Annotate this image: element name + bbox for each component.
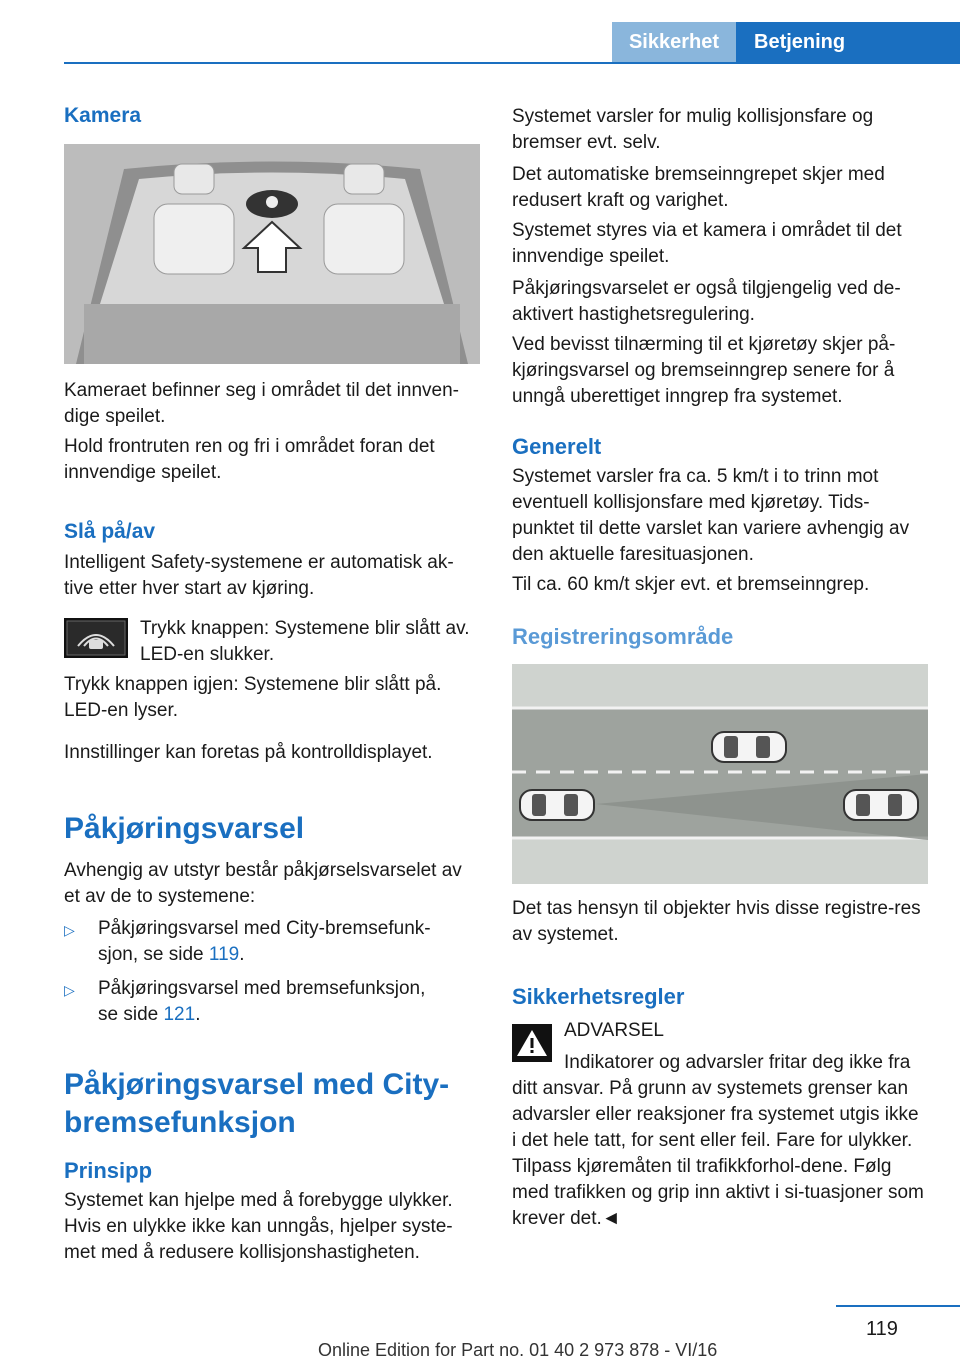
edition-footer: Online Edition for Part no. 01 40 2 973 878 - VI/16 <box>318 1340 718 1360</box>
bullet-list <box>64 916 478 1036</box>
camera-heading: Kamera <box>64 104 142 127</box>
right-paragraph-2: Det automatiske bremseinngrepet skjer med redusert kraft og varighet. <box>512 164 885 211</box>
camera-paragraph-2: Hold frontruten ren og fri i området foran det innvendige speilet. <box>64 436 435 483</box>
page-link-121[interactable]: 121 <box>163 1004 196 1025</box>
footer-rule <box>836 1305 960 1307</box>
onoff-paragraph-3: Innstillinger kan foretas på kontrolldisplayet. <box>64 742 433 763</box>
bullet-triangle-icon: ▷ <box>64 922 75 938</box>
page-number: 119 <box>866 1318 898 1340</box>
header-chapter-tab <box>736 22 960 62</box>
warning-paragraph-1: Avhengig av utstyr består påkjørselsvarselet av et av de to systemene: <box>64 860 462 907</box>
general-heading: Generelt <box>512 434 602 459</box>
general-paragraph-2: Til ca. 60 km/t skjer evt. et bremseinngrep. <box>512 574 870 595</box>
onoff-paragraph-2: Trykk knappen igjen: Systemene blir slått på. LED-en lyser. <box>64 674 442 721</box>
detection-range-illustration <box>512 664 928 884</box>
camera-paragraph-1: Kameraet befinner seg i området til det innven-dige speilet. <box>64 380 459 427</box>
warning-heading: Påkjøringsvarsel <box>64 812 305 845</box>
list-item-text <box>98 976 448 1028</box>
safety-button-icon <box>64 618 128 658</box>
header-section-tab <box>612 22 736 62</box>
list-item <box>64 916 478 976</box>
list-item-label: Påkjøringsvarsel med City-bremsefunk-sjon, se side <box>98 918 431 965</box>
camera-illustration <box>64 144 480 364</box>
list-item <box>64 976 478 1036</box>
list-item-end: . <box>239 944 245 965</box>
header-rule <box>64 62 960 64</box>
safety-heading: Sikkerhetsregler <box>512 984 685 1009</box>
page-link-119[interactable]: 119 <box>208 944 240 965</box>
onoff-paragraph-1: Intelligent Safety-systemene er automatisk ak-tive etter hver start av kjøring. <box>64 552 454 599</box>
button-description: Trykk knappen: Systemene blir slått av. LED-en slukker. <box>140 618 470 665</box>
list-item-end: . <box>195 1004 201 1025</box>
bullet-triangle-icon: ▷ <box>64 982 75 998</box>
list-item-text <box>98 916 448 968</box>
city-heading: Påkjøringsvarsel med City-bremsefunksjon <box>64 1068 450 1139</box>
advarsel-label: ADVARSEL <box>564 1020 664 1041</box>
right-paragraph-5: Ved bevisst tilnærming til et kjøretøy skjer på-kjøringsvarsel og bremseinngrep senere for å unngå uberettiget inngrep fra systemet. <box>512 334 896 407</box>
right-paragraph-1: Systemet varsler for mulig kollisjonsfare og bremser evt. selv. <box>512 106 874 153</box>
advarsel-text: Indikatorer og advarsler fritar deg ikke fra ditt ansvar. På grunn av systemets grenser kan advarsler eller reaksjoner fra systemet utgis ikke i det hele tatt, for sent eller feil. Fare for ulykker. Tilpass kjøremåten til trafikkforhol-dene. Følg med trafikken og grip inn aktivt i si-tuasjoner som krever det.◄ <box>512 1052 924 1229</box>
header-section-label: Sikkerhet <box>628 30 720 53</box>
header-chapter-label: Betjening <box>754 30 846 53</box>
right-paragraph-4: Påkjøringsvarselet er også tilgjengelig ved de-aktivert hastighetsregulering. <box>512 278 901 325</box>
principle-paragraph: Systemet kan hjelpe med å forebygge ulykker. Hvis en ulykke ikke kan unngås, hjelper syste-met med å redusere kollisjonshastigheten. <box>64 1190 453 1263</box>
right-paragraph-3: Systemet styres via et kamera i området til det innvendige speilet. <box>512 220 902 267</box>
list-item-label: Påkjøringsvarsel med bremsefunksjon, se side <box>98 978 426 1025</box>
range-paragraph: Det tas hensyn til objekter hvis disse registre-res av systemet. <box>512 898 921 945</box>
onoff-heading: Slå på/av <box>64 520 156 543</box>
general-paragraph-1: Systemet varsler fra ca. 5 km/t i to trinn mot eventuell kollisjonsfare med kjøretøy. Tids-punktet til dette varslet kan variere avhengig av den aktuelle faresituasjonen. <box>512 466 910 565</box>
range-heading: Registreringsområde <box>512 624 734 649</box>
principle-heading: Prinsipp <box>64 1158 153 1183</box>
